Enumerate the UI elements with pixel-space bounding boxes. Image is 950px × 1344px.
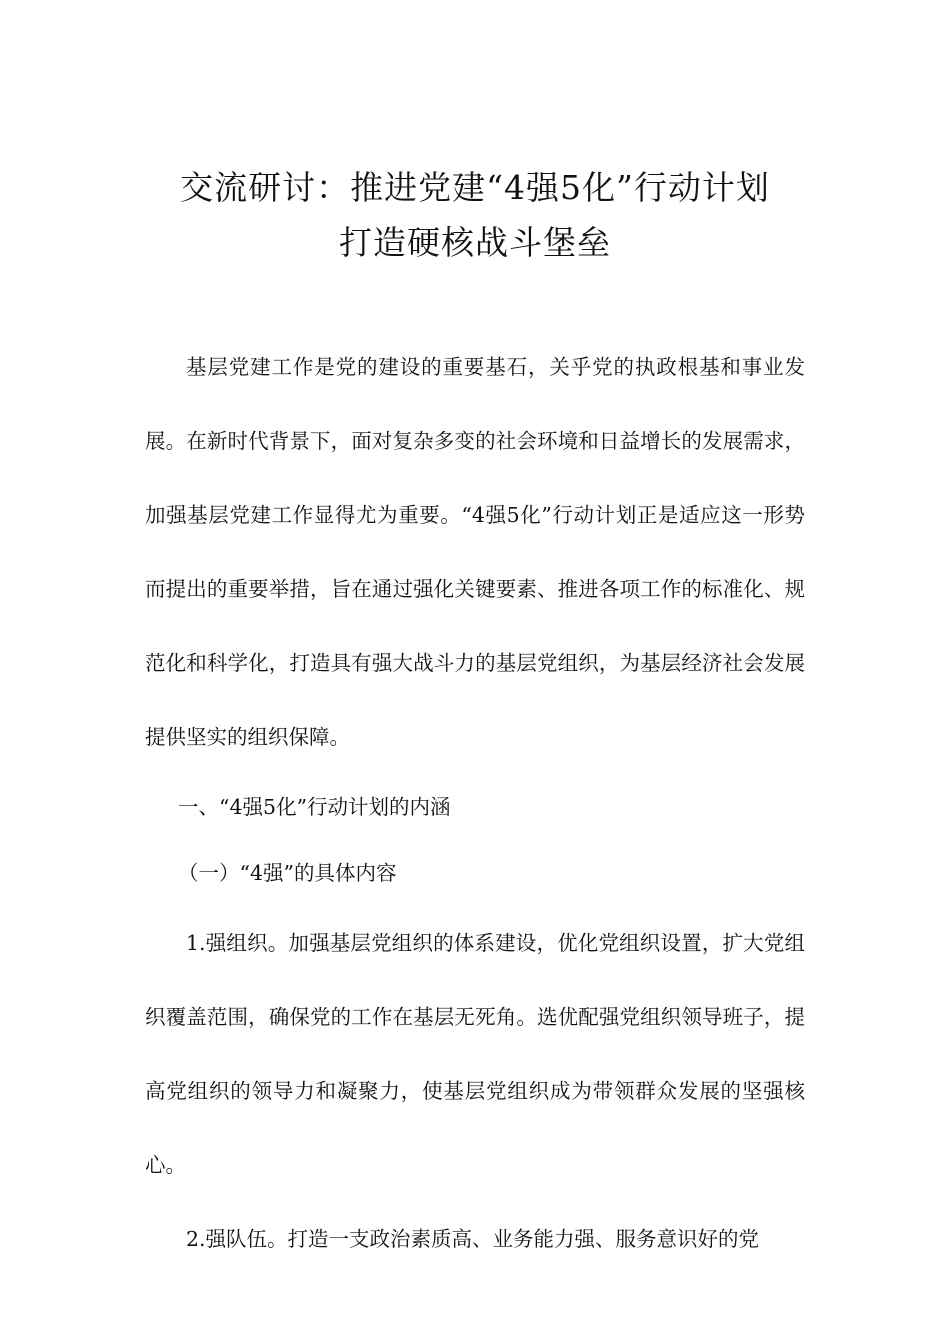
section-heading-1: 一、“4强5化”行动计划的内涵	[178, 795, 451, 819]
item-paragraph-1: 1.强组织。加强基层党组织的体系建设，优化党组织设置，扩大党组织覆盖范围，确保党的工作在基层无死角。选优配强党组织领导班子，提高党组织的领导力和凝聚力，使基层党组织成为带领群众发展的坚强核心。	[145, 931, 805, 1177]
document-title-line-2: 打造硬核战斗堡垒	[339, 223, 611, 262]
intro-paragraph: 基层党建工作是党的建设的重要基石，关乎党的执政根基和事业发展。在新时代背景下，面对复杂多变的社会环境和日益增长的发展需求，加强基层党建工作显得尤为重要。“4强5化”行动计划正是适应这一形势而提出的重要举措，旨在通过强化关键要素、推进各项工作的标准化、规范化和科学化，打造具有强大战斗力的基层党组织，为基层经济社会发展提供坚实的组织保障。	[145, 355, 805, 749]
document-body	[145, 330, 805, 1276]
item-paragraph-2: 2.强队伍。打造一支政治素质高、业务能力强、服务意识好的党	[186, 1227, 760, 1251]
subsection-heading-1: （一）“4强”的具体内容	[178, 861, 397, 885]
document-title-line-1: 交流研讨：推进党建“4强5化”行动计划	[180, 168, 770, 207]
